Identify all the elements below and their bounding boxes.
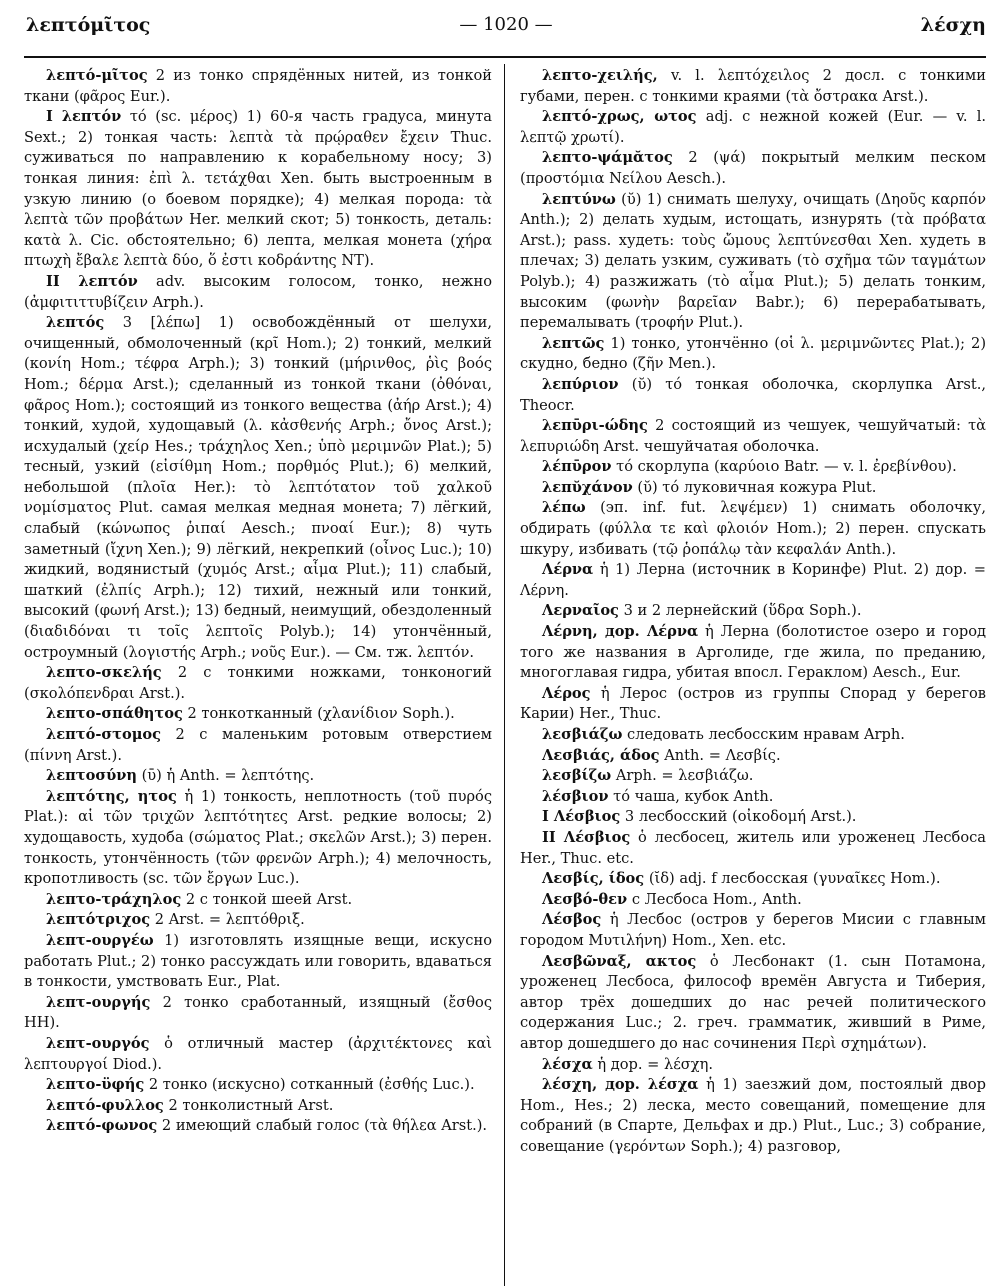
entry-definition: 1) изготовлять изящные вещи, искусно работать Plut.; 2) тонко рассуждать или говорить, вдаваться в тонкости, умствовать Eur., Plat. — [24, 931, 492, 991]
dictionary-entry — [520, 725, 986, 746]
dictionary-entry — [520, 560, 986, 601]
dictionary-entry — [24, 1034, 492, 1075]
left-column — [24, 66, 492, 1137]
dictionary-entry — [520, 684, 986, 725]
dictionary-entry — [520, 1055, 986, 1076]
right-column — [520, 66, 986, 1157]
dictionary-entry — [520, 375, 986, 416]
entry-definition: ἡ 1) Лерна (источник в Коринфе) Plut. 2) дор. = Λέρνη. — [520, 561, 986, 599]
entry-headword: λεπτύνω — [542, 190, 616, 208]
entry-headword: λέσχη, дор. λέσχα — [542, 1076, 699, 1094]
entry-definition: 2 тонко (искусно) сотканный (ἐσθής Luc.). — [148, 1076, 475, 1094]
entry-definition: (ῠ) τό луковичная кожура Plut. — [637, 478, 877, 496]
entry-headword: Λεσβίς, ίδος — [542, 870, 645, 888]
entry-headword: I Λέσβιος — [542, 808, 621, 826]
entry-definition: следовать лесбосским нравам Arph. — [627, 726, 905, 743]
entry-definition: (ῠ) τό тонкая оболочка, скорлупка Arst., Theocr. — [520, 375, 986, 414]
entry-definition: τό (sc. μέρος) 1) 60-я часть градуса, минута Sext.; 2) тонкая часть: λεπτὰ τὰ πρῴραθεν ἔχειν Thuc. суживаться по направлению к корабельному носу; 3) тонкая линия: ἐπὶ λ. τετάχθαι Xen. быть выстроенным в узкую линию (о боевом порядке); 4) мелкая порода: τὰ λεπτὰ τῶν προβάτων Her. мелкий скот; 5) тонкость, деталь: κατὰ λ. Cic. обстоятельно; 6) лепта, мелкая монета (χήρα πτωχὴ ἔβαλε λεπτὰ δύο, ὅ ἐστι κοδράντης NT). — [24, 108, 493, 270]
entry-headword: λεπτο-χειλής, — [542, 67, 658, 84]
entry-headword: λεπτότης, ητος — [46, 787, 177, 805]
entry-definition: ἡ Лерос (остров из группы Спорад у берегов Карии) Her., Thuc. — [520, 684, 986, 723]
entry-definition: 2 с тонкими ножками, тонконогий (σκολόπενδραι Arst.). — [24, 664, 492, 702]
dictionary-entry — [520, 869, 986, 890]
entry-headword: λεσβιάζω — [542, 726, 623, 743]
dictionary-entry — [520, 766, 986, 787]
header-rule — [24, 56, 986, 58]
entry-definition: 3 лесбосский (οἰκοδομή Arst.). — [624, 808, 857, 826]
entry-headword: II Λέσβιος — [542, 828, 631, 846]
entry-headword: Λέρνη, дор. Λέρνα — [542, 623, 699, 641]
dictionary-entry — [24, 66, 492, 107]
dictionary-entry — [520, 828, 986, 869]
dictionary-entry — [24, 787, 492, 890]
right-running-headword: λέσχη — [920, 14, 986, 36]
entry-headword: λεπτο-ψάμᾰτος — [542, 149, 673, 167]
entry-definition: v. l. λεπτόχειλος 2 досл. с тонкими губами, перен. с тонкими краями (τὰ ὄστρακα Arst.). — [520, 67, 987, 105]
entry-definition: Anth. = Λεσβίς. — [664, 746, 781, 764]
entry-headword: λέπῡρον — [542, 458, 612, 476]
entry-definition: 2 тонкотканный (χλανίδιον Soph.). — [187, 705, 455, 723]
entry-definition: τό чаша, кубок Anth. — [613, 787, 774, 805]
dictionary-entry — [520, 66, 986, 107]
dictionary-entry — [520, 787, 986, 808]
entry-definition: (эп. inf. fut. λεψέμεν) 1) снимать оболочку, обдирать (φύλλα τε καὶ φλοιόν Hom.); 2) перен. спускать шкуру, избивать (τῷ ῥοπάλῳ τὰν κεφαλάν Anth.). — [520, 499, 987, 558]
entry-definition: τό скорлупа (καρύοιο Batr. — v. l. ἐρεβίνθου). — [616, 458, 957, 476]
entry-definition: Arph. = λεσβιάζω. — [615, 767, 754, 785]
entry-definition: adv. высоким голосом, тонко, нежно (ἀμφιτιττυβίζειν Arph.). — [24, 272, 492, 311]
entry-headword: λεπτό-χρως, ωτος — [542, 108, 697, 126]
dictionary-entry — [24, 1096, 492, 1117]
entry-headword: λέσχα — [542, 1055, 593, 1073]
entry-headword: λεπτο-σκελής — [46, 664, 162, 682]
entry-definition: ἡ дор. = λέσχη. — [597, 1055, 713, 1073]
entry-headword: λεπτ-ουργός — [46, 1034, 150, 1052]
page-number: — 1020 — — [459, 14, 553, 35]
entry-headword: λεπτό-φωνος — [46, 1117, 158, 1135]
dictionary-entry — [24, 1116, 492, 1137]
entry-definition: 3 [λέπω] 1) освобождённый от шелухи, очищенный, обмолоченный (κρῖ Hom.); 2) тонкий, мелкий (κονίη Hom.; τέφρα Arph.); 3) тонкий (μήρινθος, ῥὶς βοός Hom.; δέρμα Arst.); сделанный из тонкой ткани (ὀθόναι, φᾶρος Hom.); состоящий из тонкого вещества (ἀήρ Arst.); 4) тонкий, худой, худощавый (λ. κἀσθενής Arph.; ὄνος Arst.); исхудалый (χείρ Hes.; τράχηλος Xen.; ὑπὸ μεριμνῶν Plat.); 5) тесный, узкий (εἰσίθμη Hom.; πορθμός Plut.); 6) мелкий, небольшой (πλοῖα Her.): τὸ λεπτότατον τοῦ χαλκοῦ νομίσματος Plut. самая мелкая медная монета; 7) лёгкий, слабый (κώνωπος ῥιπαί Aesch.; πνοαί Eur.); 8) чуть заметный (ἴχνη Xen.); 9) лёгкий, некрепкий (οἶνος Luc.); 10) жидкий, водянистый (χυμός Arst.; αἷμα Plut.); 11) слабый, шаткий (ἐλπίς Arph.); 12) тихий, нежный или тонкий, высокий (φωνή Arst.); 13) бедный, неимущий, обездоленный (διαδιδόναι τι τοῖς λεπτοῖς Polyb.); 14) утончённый, остроумный (λογιστής Arph.; νοῦς Eur.). — См. тж. λεπτόν. — [24, 314, 493, 661]
entry-definition: ὁ отличный мастер (ἀρχιτέκτονες καὶ λεπτουργοί Diod.). — [24, 1034, 492, 1073]
entry-headword: λεπτῶς — [542, 334, 605, 352]
entry-headword: I λεπτόν — [46, 108, 122, 126]
entry-headword: Λέρνα — [542, 561, 594, 579]
dictionary-entry — [520, 622, 986, 684]
entry-definition: 2 тонколистный Arst. — [168, 1096, 334, 1114]
dictionary-entry — [24, 663, 492, 704]
entry-headword: λεπτ-ουργέω — [46, 931, 154, 949]
dictionary-entry — [24, 272, 492, 313]
entry-definition: с Лесбоса Hom., Anth. — [631, 890, 802, 908]
entry-headword: λεπτό-μῖτος — [46, 67, 148, 84]
entry-definition: ὁ Лесбонакт (1. сын Потамона, уроженец Лесбоса, философ времён Августа и Тиберия, автор трёх дошедших до нас речей политического содержания Luc.; 2. греч. грамматик, живший в Риме, автор дошедшего до нас сочинения Περὶ σχημάτων). — [520, 952, 986, 1052]
dictionary-entry — [24, 313, 492, 663]
dictionary-entry — [520, 107, 986, 148]
dictionary-entry — [24, 766, 492, 787]
entry-headword: Λέρος — [542, 684, 591, 702]
entry-headword: Λεσβό-θεν — [542, 890, 628, 908]
column-divider — [504, 64, 505, 1286]
dictionary-entry — [24, 107, 492, 272]
entry-definition: 2 с маленьким ротовым отверстием (πίννη Arst.). — [24, 726, 492, 764]
entry-definition: 2 Arst. = λεπτόθριξ. — [154, 911, 305, 929]
entry-definition: ὁ лесбосец, житель или уроженец Лесбоса Her., Thuc. etc. — [520, 828, 987, 867]
entry-definition: 2 тонко сработанный, изящный (ἔσθος HH). — [24, 993, 493, 1032]
entry-headword: λεπτο-ϋφής — [46, 1076, 145, 1094]
entry-headword: Λερναῖος — [542, 602, 619, 620]
dictionary-entry — [520, 478, 986, 499]
dictionary-entry — [520, 457, 986, 478]
entry-headword: λεπτό-φυλλος — [46, 1096, 164, 1114]
entry-definition: 2 из тонко спрядённых нитей, из тонкой ткани (φᾶρος Eur.). — [24, 67, 493, 105]
dictionary-entry — [520, 890, 986, 911]
entry-definition: 2 (ψά) покрытый мелким песком (προστόμια Νείλου Aesch.). — [520, 149, 986, 187]
entry-definition: ἡ 1) заезжий дом, постоялый двор Hom., Hes.; 2) леска, место совещаний, помещение для собраний (в Спарте, Дельфах и др.) Plut., Luc.; 3) собрание, совещание (γερόντων Soph.); 4) разговор, — [520, 1076, 986, 1155]
entry-headword: λεπτο-τράχηλος — [46, 890, 182, 908]
dictionary-entry — [520, 498, 986, 560]
entry-definition: (ῐδ) adj. f лесбосская (γυναῖκες Hom.). — [648, 870, 941, 888]
dictionary-entry — [24, 931, 492, 993]
dictionary-entry — [520, 601, 986, 622]
entry-headword: Λεσβῶναξ, ακτος — [542, 952, 697, 970]
dictionary-entry — [520, 190, 986, 334]
dictionary-entry — [520, 746, 986, 767]
dictionary-entry — [24, 704, 492, 725]
entry-headword: λεπτ-ουργής — [46, 993, 151, 1011]
left-running-headword: λεπτόμῖτος — [26, 14, 151, 36]
entry-definition: (ῡ) ἡ Anth. = λεπτότης. — [141, 767, 315, 785]
entry-definition: ἡ Лерна (болотистое озеро и город того же названия в Арголиде, где жила, по преданию, многоглавая гидра, убитая впосл. Гераклом) Aesch., Eur. — [520, 623, 986, 682]
dictionary-entry — [24, 890, 492, 911]
entry-headword: λεπτο-σπάθητος — [46, 705, 183, 723]
entry-definition: 2 состоящий из чешуек, чешуйчатый: τὰ λεπυριώδη Arst. чешуйчатая оболочка. — [520, 417, 987, 455]
dictionary-entry — [24, 1075, 492, 1096]
entry-headword: λεπῠχάνον — [542, 478, 633, 496]
entry-definition: 1) тонко, утончённо (οἱ λ. μεριμνῶντες Plat.); 2) скудно, бедно (ζῆν Men.). — [520, 334, 987, 373]
entry-headword: Λέσβος — [542, 911, 602, 929]
dictionary-entry — [24, 910, 492, 931]
dictionary-entry — [520, 807, 986, 828]
page-header — [26, 14, 986, 44]
dictionary-entry — [24, 993, 492, 1034]
entry-definition: (ῠ) 1) снимать шелуху, очищать (Δηοῦς καρπόν Anth.); 2) делать худым, истощать, изнурять (τὰ πρόβατα Arst.); pass. худеть: τοὺς ὤμους λεπτύνεσθαι Xen. худеть в плечах; 3) делать узким, суживать (τὸ σχῆμα τῶν ταγμάτων Polyb.); 4) разжижать (τὸ αἷμα Plut.); 5) делать тонким, высоким (φωνὴν βαρεῖαν Babr.); 6) перерабатывать, перемалывать (τροφήν Plut.). — [520, 190, 986, 332]
dictionary-entry — [520, 952, 986, 1055]
dictionary-entry — [520, 148, 986, 189]
entry-definition: ἡ 1) тонкость, неплотность (τοῦ πυρός Plat.): αἱ τῶν τριχῶν λεπτότητες Arst. редкие волосы; 2) худощавость, худоба (σώματος Plat.; σκελῶν Arst.); 3) перен. тонкость, утончённость (τῶν φρενῶν Arph.); 4) мелочность, кропотливость (sc. τῶν ἔργων Luc.). — [24, 787, 492, 888]
entry-definition: ἡ Лесбос (остров у берегов Мисии с главным городом Μυτιλήνη) Hom., Xen. etc. — [520, 911, 987, 949]
entry-definition: 3 и 2 лернейский (ὕδρα Soph.). — [623, 602, 862, 620]
entry-headword: λεπύριον — [542, 375, 619, 393]
entry-headword: Λεσβιάς, άδος — [542, 746, 660, 764]
dictionary-entry — [520, 910, 986, 951]
dictionary-entry — [24, 725, 492, 766]
dictionary-entry — [520, 334, 986, 375]
entry-definition: 2 имеющий слабый голос (τὰ θήλεα Arst.). — [161, 1117, 488, 1135]
entry-headword: λέπω — [542, 499, 586, 517]
entry-headword: λεπτός — [46, 314, 105, 332]
entry-definition: adj. с нежной кожей (Eur. — v. l. λεπτῷ χρωτί). — [520, 108, 987, 146]
dictionary-entry — [520, 1075, 986, 1157]
entry-headword: λεπτότριχος — [46, 911, 151, 929]
dictionary-entry — [520, 416, 986, 457]
entry-headword: λεπῡρι-ώδης — [542, 417, 648, 435]
entry-headword: λεσβίζω — [542, 767, 612, 785]
entry-headword: λέσβιον — [542, 787, 609, 805]
entry-headword: λεπτό-στομος — [46, 726, 162, 743]
entry-headword: λεπτοσύνη — [46, 767, 137, 785]
entry-definition: 2 с тонкой шеей Arst. — [185, 890, 353, 908]
entry-headword: II λεπτόν — [46, 272, 138, 290]
